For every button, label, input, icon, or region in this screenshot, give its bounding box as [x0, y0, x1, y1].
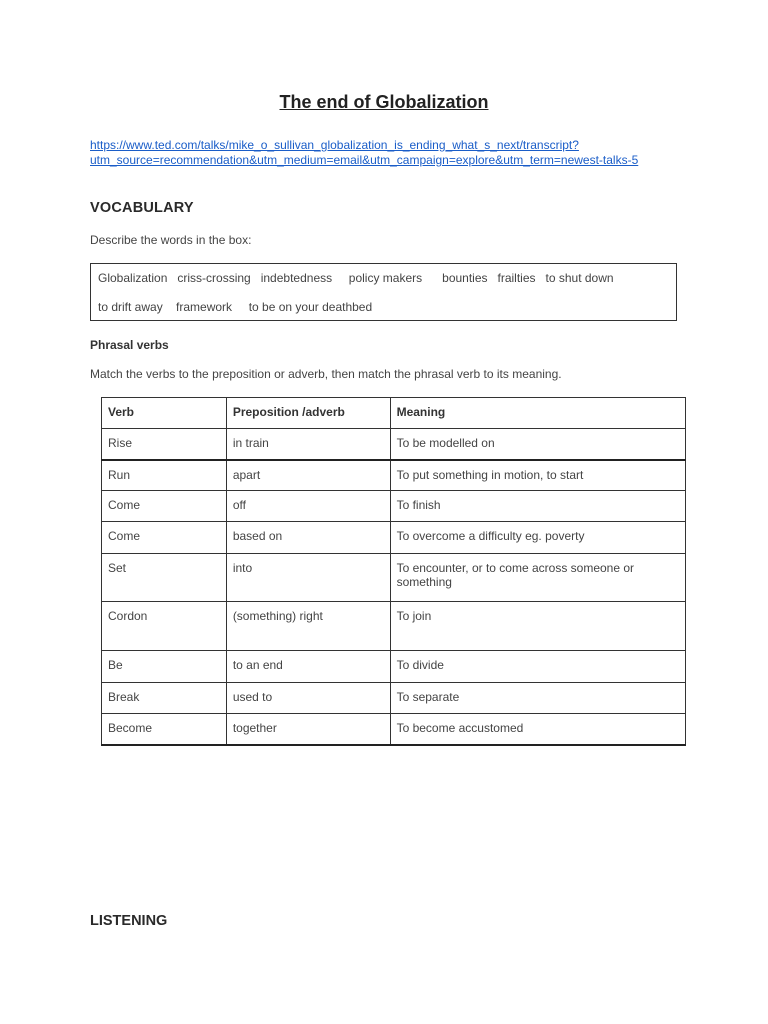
vocabulary-instruction: Describe the words in the box:	[90, 233, 252, 247]
cell-verb: Come	[102, 522, 227, 554]
cell-preposition: apart	[226, 460, 390, 491]
cell-verb: Break	[102, 683, 227, 714]
word-box-line-1: Globalization criss-crossing indebtedness policy makers bounties frailties to shut down	[98, 271, 614, 285]
cell-meaning: To divide	[390, 651, 685, 683]
cell-preposition: based on	[226, 522, 390, 554]
cell-verb: Run	[102, 460, 227, 491]
cell-meaning: To join	[390, 602, 685, 651]
cell-meaning: To overcome a difficulty eg. poverty	[390, 522, 685, 554]
phrasal-verbs-heading: Phrasal verbs	[90, 338, 169, 352]
table-row	[102, 554, 686, 602]
cell-meaning: To finish	[390, 491, 685, 522]
column-header-meaning: Meaning	[390, 398, 685, 429]
cell-preposition: in train	[226, 429, 390, 460]
ted-transcript-link[interactable]	[90, 138, 690, 168]
cell-preposition: into	[226, 554, 390, 602]
cell-verb: Become	[102, 714, 227, 745]
table-row	[102, 429, 686, 460]
word-box-line-2: to drift away framework to be on your deathbed	[98, 300, 373, 314]
column-header-preposition: Preposition /adverb	[226, 398, 390, 429]
cell-meaning: To put something in motion, to start	[390, 460, 685, 491]
cell-verb: Set	[102, 554, 227, 602]
link-line-1[interactable]: https://www.ted.com/talks/mike_o_sullivan_globalization_is_ending_what_s_next/transcript?	[90, 138, 579, 152]
page-title: The end of Globalization	[279, 92, 489, 112]
phrasal-verbs-instruction: Match the verbs to the preposition or adverb, then match the phrasal verb to its meaning.	[90, 367, 562, 381]
table-row	[102, 460, 686, 491]
cell-verb: Cordon	[102, 602, 227, 651]
cell-preposition: (something) right	[226, 602, 390, 651]
table-row	[102, 602, 686, 651]
cell-verb: Be	[102, 651, 227, 683]
table-row	[102, 651, 686, 683]
vocabulary-heading: VOCABULARY	[90, 200, 194, 216]
link-line-2[interactable]: utm_source=recommendation&utm_medium=email&utm_campaign=explore&utm_term=newest-talks-5	[90, 153, 639, 167]
cell-verb: Rise	[102, 429, 227, 460]
table-row	[102, 683, 686, 714]
table-row	[102, 714, 686, 745]
cell-preposition: to an end	[226, 651, 390, 683]
listening-heading: LISTENING	[90, 913, 168, 929]
cell-preposition: off	[226, 491, 390, 522]
table-row	[102, 522, 686, 554]
cell-meaning: To become accustomed	[390, 714, 685, 745]
cell-meaning: To encounter, or to come across someone or something	[390, 554, 685, 602]
table-header-row	[102, 398, 686, 429]
column-header-verb: Verb	[102, 398, 227, 429]
cell-verb: Come	[102, 491, 227, 522]
cell-preposition: used to	[226, 683, 390, 714]
cell-meaning: To be modelled on	[390, 429, 685, 460]
phrasal-verbs-table	[101, 397, 686, 746]
cell-meaning: To separate	[390, 683, 685, 714]
cell-preposition: together	[226, 714, 390, 745]
table-row	[102, 491, 686, 522]
word-box	[90, 263, 677, 321]
